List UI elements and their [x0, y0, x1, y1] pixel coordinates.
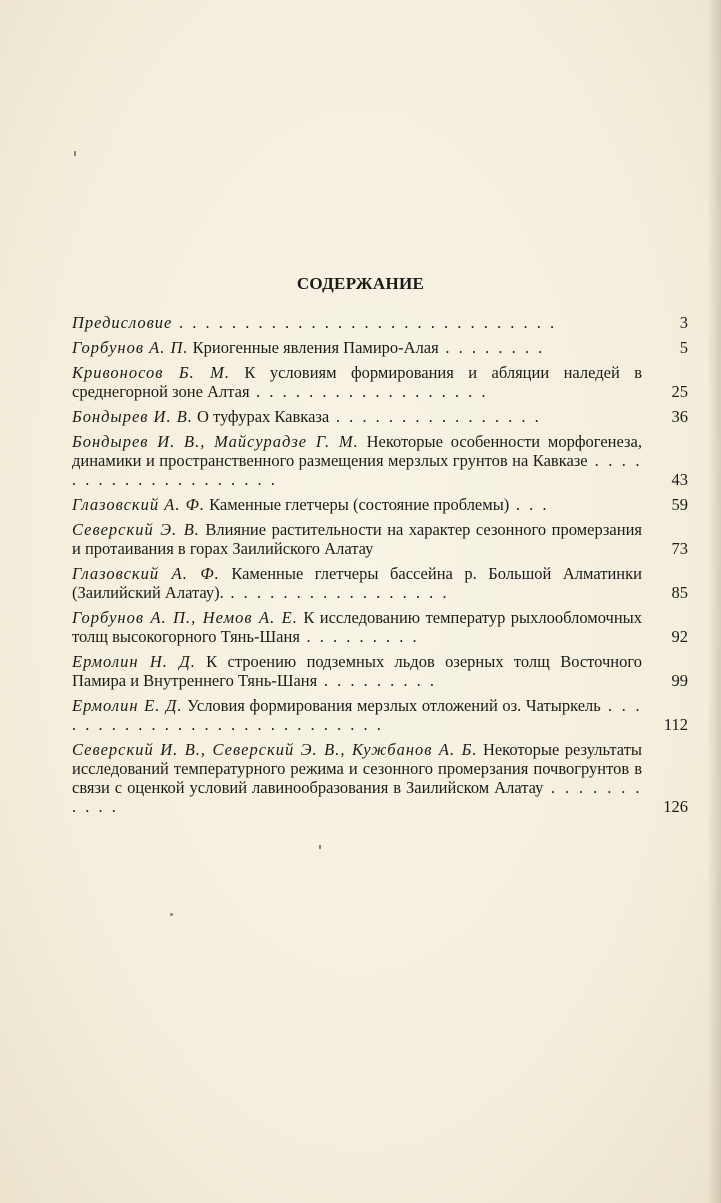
- toc-leader-dots: . . . . . . . . . . . . . . . . . . . . . . . . . . . . .: [172, 313, 557, 332]
- toc-title: Каменные глетчеры бассейна р. Большой Алматинки (Заилийский Алатау).: [72, 564, 642, 602]
- toc-page-number: 112: [663, 715, 688, 734]
- toc-page-number: 92: [671, 627, 688, 646]
- toc-entry[interactable]: [72, 652, 688, 690]
- toc-title: К условиям формирования и абляции наледей в среднегорной зоне Алтая: [72, 363, 642, 401]
- toc-entry[interactable]: [72, 608, 688, 646]
- toc-title: Влияние растительности на характер сезонного промерзания и протаивания в горах Заилийского Алатау: [72, 520, 642, 558]
- toc-leader-dots: . . .: [509, 495, 550, 514]
- speck: [74, 151, 76, 156]
- toc-author: Северский И. В., Северский Э. В., Кужбанов А. Б.: [72, 740, 478, 759]
- toc-entry[interactable]: [72, 363, 688, 401]
- toc-leader-dots: . . . . . . . . .: [299, 627, 420, 646]
- toc-author: Глазовский А. Ф.: [72, 564, 220, 583]
- toc-title: Криогенные явления Памиро-Алая: [188, 338, 439, 357]
- toc-page-number: 25: [671, 382, 688, 401]
- toc-author: Горбунов А. П., Немов А. Е.: [72, 608, 298, 627]
- toc-leader-dots: . . . . . . . . . . . . . . . . .: [223, 583, 449, 602]
- toc-entry[interactable]: [72, 564, 688, 602]
- toc-title: Условия формирования мерзлых отложений оз. Чатыркель: [182, 696, 601, 715]
- toc-leader-dots: . . . . . . . . .: [317, 671, 437, 690]
- toc-entry[interactable]: [72, 696, 688, 734]
- toc-leader-dots: . . . . . . . . . . .: [72, 778, 642, 816]
- toc-page-number: 59: [671, 495, 688, 514]
- toc-title: К исследованию температур рыхлообломочных толщ высокогорного Тянь-Шаня: [72, 608, 642, 646]
- toc-leader-dots: . . . . . . . .: [438, 338, 545, 357]
- toc-entry[interactable]: [72, 740, 688, 816]
- toc-author: Предисловие: [72, 313, 173, 332]
- toc-author: Бондырев И. В.: [72, 407, 193, 426]
- toc-page-number: 3: [679, 313, 688, 332]
- page-edge-shadow: [707, 0, 721, 1203]
- toc-author: Кривоносов Б. М.: [72, 363, 230, 382]
- toc-author: Горбунов А. П.: [72, 338, 189, 357]
- toc-title: О туфурах Кавказа: [192, 407, 330, 426]
- toc-entry[interactable]: [72, 432, 688, 489]
- toc-leader-dots: . . . . . . . . . . . . . . . . . . . . . . . . . . .: [72, 696, 642, 734]
- speck: [319, 845, 321, 849]
- toc-page-number: 99: [671, 671, 688, 690]
- toc-entry[interactable]: [72, 338, 688, 357]
- toc-entry[interactable]: [72, 407, 688, 426]
- toc-entry[interactable]: [72, 520, 688, 558]
- toc-entry[interactable]: [72, 313, 688, 332]
- toc-page-number: 43: [671, 470, 688, 489]
- speck: [170, 913, 173, 916]
- toc-leader-dots: . . . . . . . . . . . . . . . . . .: [249, 382, 489, 401]
- toc-entry[interactable]: [72, 495, 688, 514]
- toc-title: Некоторые особенности морфогенеза, динамики и пространственного размещения мерзлых грунтов на Кавказе: [72, 432, 642, 470]
- toc-author: Северский Э. В.: [72, 520, 200, 539]
- toc-page-number: 73: [671, 539, 688, 558]
- toc-author: Ермолин Н. Д.: [72, 652, 196, 671]
- toc-title: Некоторые результаты исследований температурного режима и сезонного промерзания почвогрунтов в связи с оценкой условий лавинообразования в Заилийском Алатау: [72, 740, 642, 797]
- toc-page-number: 36: [671, 407, 688, 426]
- toc-title: Каменные глетчеры (состояние проблемы): [204, 495, 510, 514]
- toc-author: Бондырев И. В., Майсурадзе Г. М.: [72, 432, 359, 451]
- toc-title: К строению подземных льдов озерных толщ Восточного Памира и Внутреннего Тянь-Шаня: [72, 652, 642, 690]
- toc-leader-dots: . . . . . . . . . . . . . . . . . . . .: [72, 451, 642, 489]
- toc-author: Ермолин Е. Д.: [72, 696, 183, 715]
- table-of-contents: [72, 313, 688, 822]
- toc-page-number: 126: [663, 797, 688, 816]
- toc-author: Глазовский А. Ф.: [72, 495, 205, 514]
- toc-page-number: 5: [679, 338, 688, 357]
- toc-leader-dots: . . . . . . . . . . . . . . . .: [329, 407, 542, 426]
- toc-page-number: 85: [671, 583, 688, 602]
- page-title: СОДЕРЖАНИЕ: [296, 274, 425, 293]
